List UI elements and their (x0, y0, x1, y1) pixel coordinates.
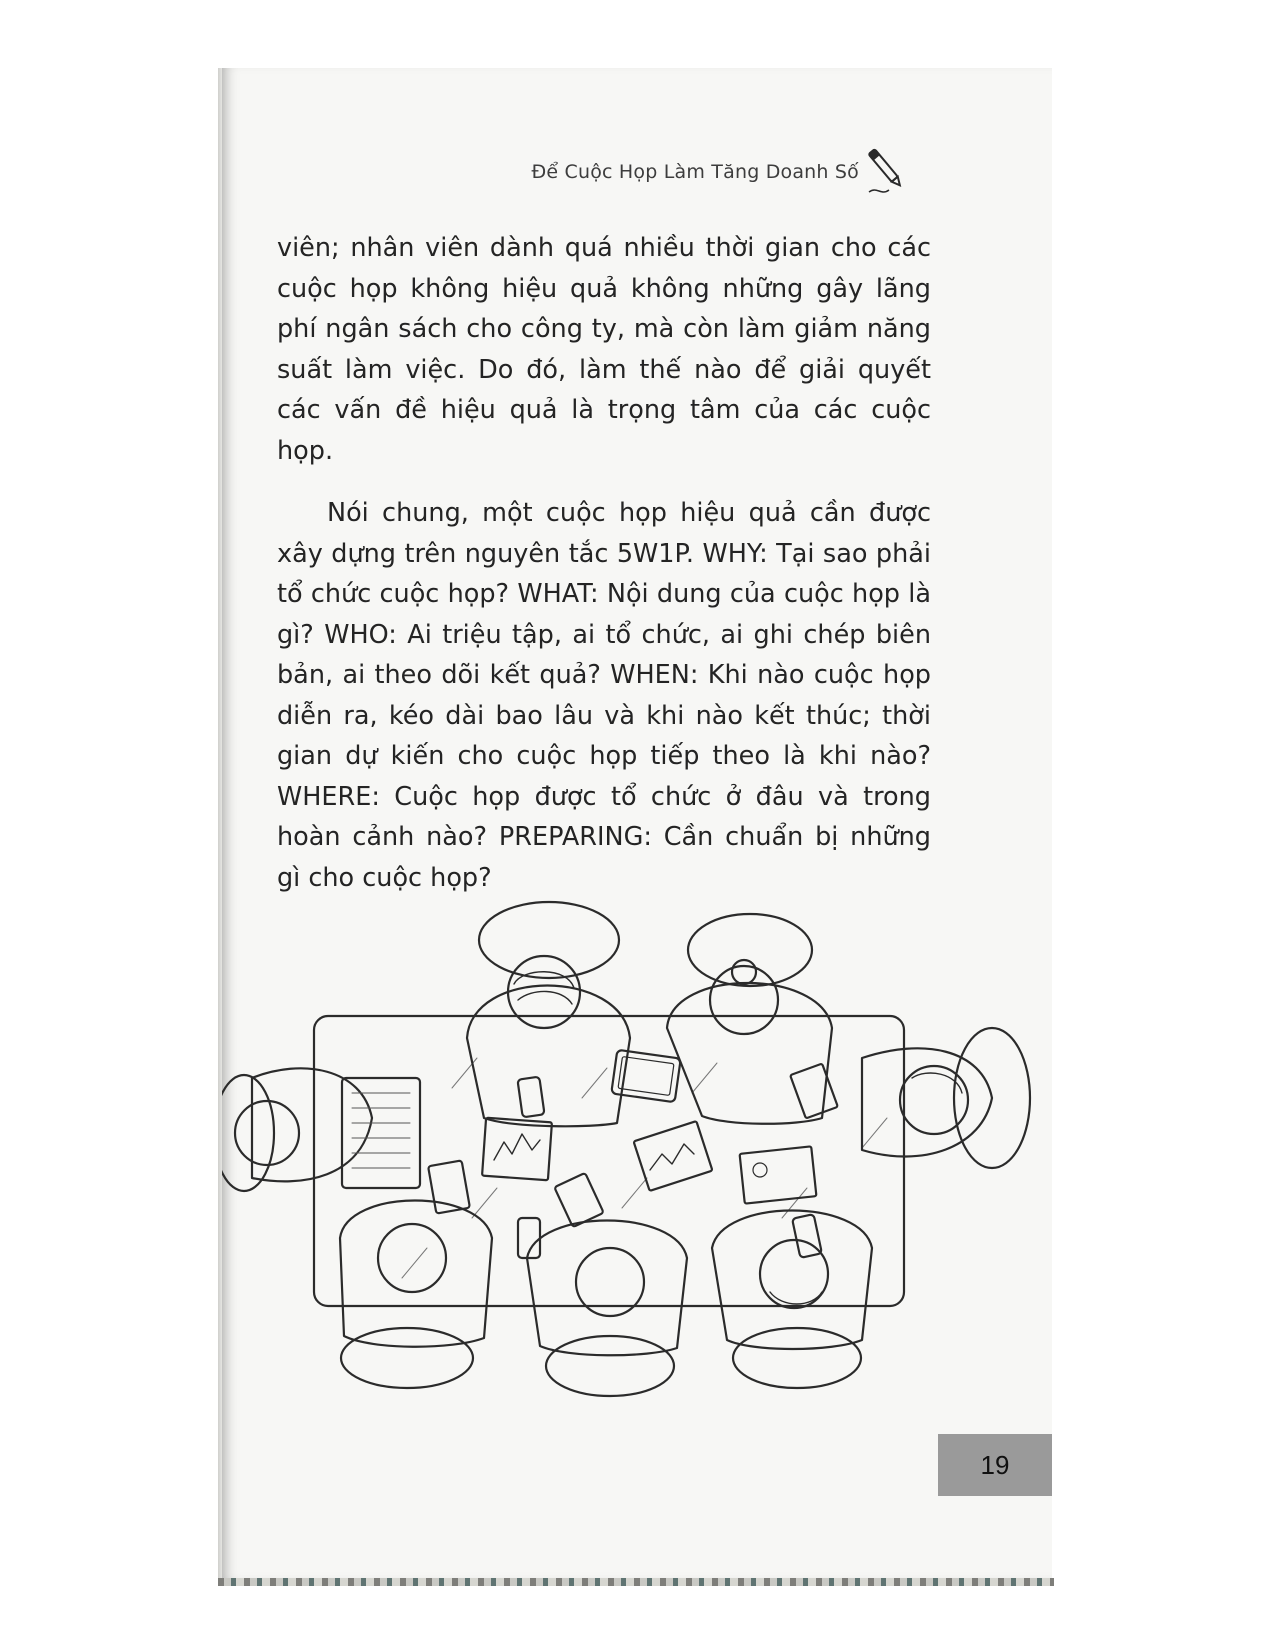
running-header-title: Để Cuộc Họp Làm Tăng Doanh Số (531, 161, 859, 183)
page-number-box (938, 1434, 1052, 1496)
book-bottom-strip (218, 1578, 1054, 1586)
pen-icon (867, 146, 907, 198)
book-page (222, 68, 1052, 1578)
body-text (277, 228, 931, 898)
meeting-table-illustration (222, 888, 1052, 1408)
running-header (531, 146, 907, 198)
page-number: 19 (980, 1449, 1010, 1480)
paragraph-1: viên; nhân viên dành quá nhiều thời gian cho các cuộc họp không hiệu quả không những gây lãng phí ngân sách cho công ty, mà còn làm giảm năng suất làm việc. Do đó, làm thế nào để giải quyết các vấn đề hiệu quả là trọng tâm của các cuộc họp. (277, 233, 931, 466)
paragraph-2: Nói chung, một cuộc họp hiệu quả cần được xây dựng trên nguyên tắc 5W1P. WHY: Tại sao phải tổ chức cuộc họp? WHAT: Nội dung của cuộc họp là gì? WHO: Ai triệu tập, ai tổ chức, ai ghi chép biên bản, ai theo dõi kết quả? WHEN: Khi nào cuộc họp diễn ra, kéo dài bao lâu và khi nào kết thúc; thời gian dự kiến cho cuộc họp tiếp theo là khi nào? WHERE: Cuộc họp được tổ chức ở đâu và trong hoàn cảnh nào? PREPARING: Cần chuẩn bị những gì cho cuộc họp? (277, 498, 931, 893)
